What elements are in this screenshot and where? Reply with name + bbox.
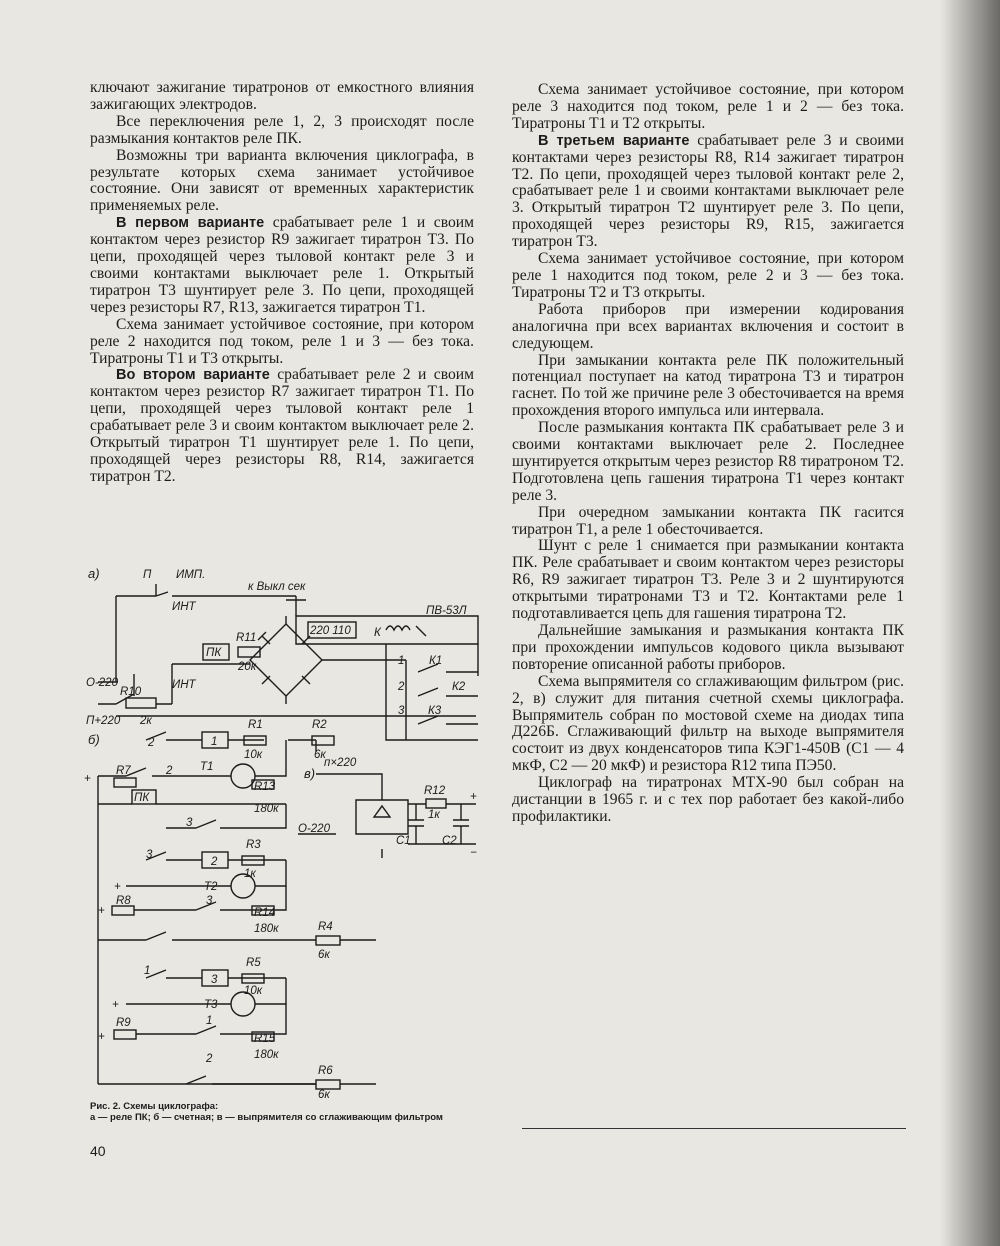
wire [286, 596, 306, 616]
label-r1-value: 10к [244, 749, 263, 761]
left-text-column [90, 80, 474, 486]
label-r13: R13 [254, 781, 276, 793]
contact-k2 [418, 688, 478, 696]
label-k-vykl: к Выкл сек [248, 581, 306, 593]
circuit-schematic [86, 564, 506, 1099]
label-a: а) [88, 566, 100, 581]
label-r3: R3 [246, 839, 261, 851]
label-pk: ПК [206, 647, 222, 659]
diode-symbol [374, 806, 390, 817]
label-3: 3 [211, 974, 218, 986]
label-r14-value: 180к [254, 923, 279, 935]
resistor-r11 [238, 647, 260, 657]
resistor-r10 [126, 698, 156, 708]
paragraph: Возможны три варианта включения циклографа, в результате которых схема занимает устойчивое состояние. Они зависят от временных характеристик применяемых реле. [90, 146, 474, 215]
label-1: 1 [398, 655, 405, 667]
page-number: 40 [90, 1143, 106, 1159]
paragraph-text: срабатывает реле 3 и своими контактами через резисторы R8, R14 зажигает тиратрон Т2. По цепи, проходящей через тыловой контакт реле 2, срабатывает реле 1 и своими контактами выключает реле 3. Открытый тиратрон Т2 шунтирует реле 3. По цепи, проходящей через резисторы R9, R15, зажигается тиратрон Т3. [512, 131, 904, 251]
label-3: 3 [398, 705, 405, 717]
label-r12-value: 1к [428, 809, 440, 821]
bold-lead: В первом варианте [116, 215, 265, 232]
right-text-column [512, 82, 904, 826]
thyratron-t2 [231, 874, 255, 898]
paragraph: Схема занимает устойчивое состояние, при котором реле 1 находится под током, реле 2 и 3 — без тока. Тиратроны Т2 и Т3 открыты. [512, 250, 904, 301]
label-r9: R9 [116, 1017, 131, 1029]
label-2: 2 [206, 1053, 213, 1065]
label-r10: R10 [120, 686, 142, 698]
label-2: 2 [398, 681, 405, 693]
label-pk: ПК [134, 792, 150, 804]
label-r2: R2 [312, 719, 327, 731]
resistor-r8 [112, 906, 134, 915]
paragraph: Дальнейшие замыкания и размыкания контакта ПК при прохождении импульсов кодового цикла вызывают повторение описанной работы приборов. [512, 622, 904, 673]
paragraph: Схема занимает устойчивое состояние, при котором реле 3 находится под током, реле 1 и 2 — без тока. Тиратроны Т1 и Т2 открыты. [512, 81, 904, 132]
wire [146, 732, 316, 752]
resistor-r12 [426, 799, 446, 808]
label-r1: R1 [248, 719, 263, 731]
label-plus: + [98, 905, 105, 917]
label-n220: п×220 [324, 757, 357, 769]
label-2: 2 [148, 737, 155, 749]
label-k: К [374, 627, 381, 639]
resistor-r9 [114, 1030, 136, 1039]
paragraph [512, 133, 904, 251]
label-o220: О-220 [298, 823, 330, 835]
label-plus: + [470, 791, 477, 803]
label-r15-value: 180к [254, 1049, 279, 1061]
label-k1: К1 [429, 655, 443, 667]
label-plus: + [112, 999, 119, 1011]
label-int-bottom: ИНТ [172, 679, 196, 691]
label-1: 1 [211, 736, 218, 748]
label-r5-value: 10к [244, 985, 263, 997]
label-3: 3 [146, 849, 153, 861]
label-v: в) [304, 766, 316, 781]
bold-lead: В третьем варианте [538, 132, 690, 149]
label-r10-value: 2к [140, 715, 152, 727]
label-r5: R5 [246, 957, 261, 969]
paragraph: При очередном замыкании контакта ПК гасится тиратрон Т1, а реле 1 обесточивается. [512, 503, 904, 538]
label-2: 2 [166, 765, 173, 777]
contact-k1 [418, 664, 478, 672]
paragraph: Все переключения реле 1, 2, 3 происходят после размыкания контактов реле ПК. [90, 112, 474, 147]
label-r2-value: 6к [314, 749, 326, 761]
label-r7: R7 [116, 765, 131, 777]
label-r6-value: 6к [318, 1089, 330, 1101]
rectifier-bridge [298, 774, 408, 858]
wire [98, 584, 296, 682]
label-r3-value: 1к [244, 868, 256, 880]
caption-title: Рис. 2. Схемы циклографа: [90, 1101, 219, 1112]
paragraph: ключают зажигание тиратронов от емкостного влияния зажигающих электродов. [90, 79, 474, 113]
label-2: 2 [211, 856, 218, 868]
resistor-r4 [316, 936, 340, 945]
paragraph [90, 367, 474, 485]
wire [186, 1076, 376, 1084]
page-edge-shadow [940, 0, 1000, 1246]
label-r4-value: 6к [318, 949, 330, 961]
paragraph: Шунт с реле 1 снимается при размыкании контакта ПК. Реле срабатывает и своим контактом через резисторы R6, R9 зажигает тиратрон Т3. Реле 3 и 2 шунтируются открытыми тиратронами Т3 и Т2. Контактами реле 1 подготавливается цепь для гашения тиратрона Т2. [512, 537, 904, 623]
paragraph: При замыкании контакта реле ПК положительный потенциал поступает на катод тиратрона Т3 и тиратрон гаснет. По той же причине реле 3 обесточивается на время прохождения второго импульса или интервала. [512, 351, 904, 420]
figure-caption [90, 1101, 480, 1123]
label-plus220: П+220 [86, 715, 121, 727]
coil [386, 626, 426, 636]
label-t2: Т2 [204, 881, 218, 893]
label-b: б) [88, 732, 100, 747]
label-minus220: О-220 [86, 677, 118, 689]
label-t1: Т1 [200, 761, 214, 773]
paragraph-text: срабатывает реле 2 и своим контактом через резистор R7 зажигает тиратрон Т1. По цепи, проходящей через тыловой контакт реле 1 срабатывает реле 3 и своим контактом выключает реле 2. Открытый тиратрон Т1 шунтирует реле 1. По цепи, проходящей через резисторы R8, R14, зажигается тиратрон Т2. [90, 366, 474, 485]
label-r11: R11 [236, 632, 257, 644]
label-1: 1 [206, 1015, 213, 1027]
paragraph: Схема выпрямителя со сглаживающим фильтром (рис. 2, в) служит для питания счетной схемы циклографа. Выпрямитель собран по мостовой схеме на диодах типа Д226Б. Сглаживающий фильтр на выходе выпрямителя состоит из двух конденсаторов типа КЭГ1-450В (С1 — 4 мкФ, С2 — 20 мкФ) и резистора R12 типа ПЭ50. [512, 672, 904, 775]
paragraph: Схема занимает устойчивое состояние, при котором реле 2 находится под током, реле 1 и 3 — без тока. Тиратроны Т1 и Т3 открыты. [90, 315, 474, 367]
contact-k3 [418, 716, 478, 724]
label-3: 3 [186, 817, 193, 829]
label-r8: R8 [116, 895, 131, 907]
resistor-r6 [316, 1080, 340, 1089]
label-pv: ПВ-53Л [426, 605, 467, 617]
label-r15: R15 [254, 1033, 276, 1045]
label-r14: R14 [254, 907, 276, 919]
paragraph [90, 215, 474, 316]
label-r4: R4 [318, 921, 333, 933]
label-3: 3 [206, 895, 213, 907]
divider-rule [522, 1128, 906, 1129]
paragraph: Работа приборов при измерении кодирования аналогична при всех вариантах включения и состоит в следующем. [512, 300, 904, 352]
resistor-r7 [114, 778, 136, 787]
caption-text: а — реле ПК; б — счетная; в — выпрямителя со сглаживающим фильтром [90, 1112, 443, 1123]
label-c1: С1 [396, 835, 411, 847]
wire [116, 664, 476, 716]
label-p: П [143, 569, 152, 581]
label-plus: + [114, 881, 121, 893]
thyratron-t3 [231, 992, 255, 1016]
label-c2: С2 [442, 835, 457, 847]
label-imp: ИМП. [176, 569, 206, 581]
label-1: 1 [144, 965, 151, 977]
label-r13-value: 180к [254, 803, 279, 815]
label-k3: К3 [428, 705, 442, 717]
label-plus: + [98, 1031, 105, 1043]
label-r11-value: 20к [238, 661, 257, 673]
label-minus: − [470, 847, 477, 859]
label-r12: R12 [424, 785, 446, 797]
bold-lead: Во втором варианте [116, 367, 270, 384]
label-plus: + [84, 773, 91, 785]
label-t3: Т3 [204, 999, 218, 1011]
paragraph: После размыкания контакта ПК срабатывает реле 3 и своими контактами выключает реле 2. Последнее шунтируется открытым через резистор R8 тиратроном Т2. Подготовлена цепь гашения тиратрона Т1 через контакт реле 3. [512, 419, 904, 504]
label-220-110: 220 110 [310, 625, 351, 637]
label-r6: R6 [318, 1065, 333, 1077]
paragraph: Циклограф на тиратронах МТХ-90 был собран на дистанции в 1965 г. и с тех пор работает без какой-либо профилактики. [512, 774, 904, 825]
paragraph-text: срабатывает реле 1 и своим контактом через резистор R9 зажигает тиратрон Т3. По цепи, проходящей через тыловой контакт реле 3 и своими контактами выключает реле 1. Открытый тиратрон Т3 шунтирует реле 3. По цепи, проходящей через резисторы R7, R13, зажигается тиратрон Т1. [90, 214, 474, 316]
label-int-top: ИНТ [172, 601, 196, 613]
label-k2: К2 [452, 681, 466, 693]
